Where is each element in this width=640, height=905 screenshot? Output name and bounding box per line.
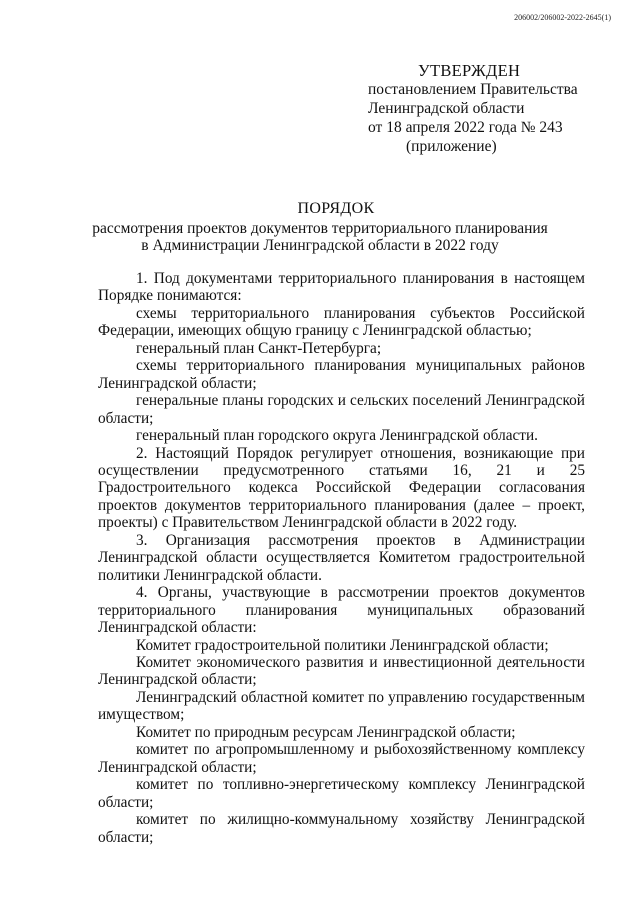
- paragraph: 4. Органы, участвующие в рассмотрении проектов документов территориального планирования муниципальных образований Ленинградской области:: [98, 584, 585, 637]
- approval-line-1: постановлением Правительства: [368, 81, 578, 98]
- paragraph: Комитет по природным ресурсам Ленинградской области;: [136, 723, 516, 741]
- approval-line-2: Ленинградской области: [368, 100, 525, 117]
- paragraph: Комитет экономического развития и инвестиционной деятельности Ленинградской области;: [98, 653, 585, 689]
- paragraph: схемы территориального планирования муниципальных районов Ленинградской области;: [98, 357, 585, 392]
- paragraph: комитет по топливно-энергетическому комплексу Ленинградской области;: [98, 776, 585, 811]
- document-number: 206002/206002-2022-2645(1): [514, 13, 611, 22]
- document-title: ПОРЯДОК: [297, 200, 375, 217]
- paragraph: комитет по жилищно-коммунальному хозяйству Ленинградской области;: [98, 811, 585, 846]
- approval-line-4: (приложение): [406, 138, 497, 155]
- paragraph: генеральный план Санкт-Петербурга;: [136, 339, 382, 357]
- paragraph: схемы территориального планирования субъектов Российской Федерации, имеющих общую границу с Ленинградской областью;: [98, 304, 585, 340]
- approval-stamp: [368, 61, 608, 156]
- approval-line-3: от 18 апреля 2022 года № 243: [368, 119, 563, 136]
- document-subtitle-2: в Администрации Ленинградской области в 2022 году: [141, 237, 499, 254]
- paragraph: 2. Настоящий Порядок регулирует отношения, возникающие при осуществлении предусмотренного статьями 16, 21 и 25 Градостроительного кодекса Российской Федерации согласования проектов документов территориального планирования (далее – проект, проекты) с Правительством Ленинградской области в 2022 году.: [98, 444, 585, 532]
- approval-title: УТВЕРЖДЕН: [418, 61, 521, 80]
- paragraph: Комитет градостроительной политики Ленинградской области;: [136, 636, 549, 654]
- paragraph: генеральные планы городских и сельских поселений Ленинградской области;: [98, 392, 585, 427]
- paragraph: Ленинградский областной комитет по управлению государственным имуществом;: [98, 688, 585, 724]
- paragraph: генеральный план городского округа Ленинградской области.: [136, 427, 538, 445]
- document-subtitle-1: рассмотрения проектов документов территориального планирования: [92, 220, 548, 237]
- paragraph: 3. Организация рассмотрения проектов в Администрации Ленинградской области осуществляется Комитетом градостроительной политики Ленинградской области.: [98, 531, 585, 584]
- paragraph: комитет по агропромышленному и рыбохозяйственному комплексу Ленинградской области;: [98, 741, 585, 776]
- document-body: [98, 270, 585, 846]
- paragraph: 1. Под документами территориального планирования в настоящем Порядке понимаются:: [98, 270, 585, 305]
- document-heading: [0, 200, 640, 254]
